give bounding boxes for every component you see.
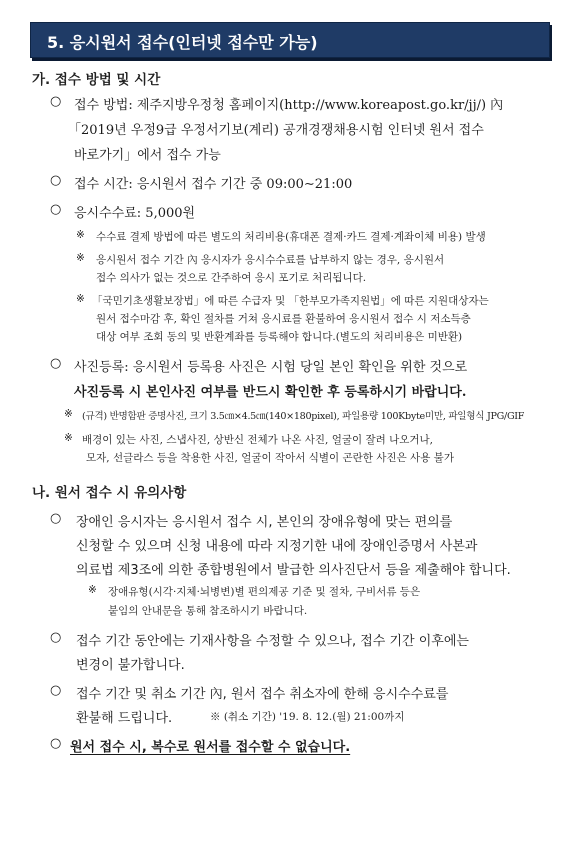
section-title: 5. 응시원서 접수(인터넷 접수만 가능) xyxy=(47,33,318,52)
fee-line: 응시수수료: 5,000원 xyxy=(74,206,196,221)
reference-mark: ※ xyxy=(64,432,73,444)
bullet-circle: ○ xyxy=(50,202,62,217)
modify-line-2: 변경이 불가합니다. xyxy=(76,658,185,673)
bullet-circle: ○ xyxy=(50,511,62,526)
disabled-note-line-2: 붙임의 안내문을 통해 참조하시기 바랍니다. xyxy=(108,605,308,617)
refund-line-2: 환불해 드립니다. xyxy=(76,711,173,726)
modify-line-1: 접수 기간 동안에는 기재사항을 수정할 수 있으나, 접수 기간 이후에는 xyxy=(76,634,469,649)
duplicate-application-notice: 원서 접수 시, 복수로 원서를 접수할 수 없습니다. xyxy=(70,740,351,755)
photo-line-2: 사진등록 시 본인사진 여부를 반드시 확인한 후 등록하시기 바랍니다. xyxy=(74,385,467,400)
disabled-note-line-1: 장애유형(시각·지체·뇌병변)별 편의제공 기준 및 절차, 구비서류 등은 xyxy=(108,586,421,598)
fee-note-2-line-1: 응시원서 접수 기간 內 응시자가 응시수수료를 납부하지 않는 경우, 응시원서 xyxy=(96,254,445,266)
fee-note-1: 수수료 결제 방법에 따른 별도의 처리비용(휴대폰 결제·카드 결제·계좌이체 비용) 발생 xyxy=(96,231,486,243)
photo-line-1: 사진등록: 응시원서 등록용 사진은 시험 당일 본인 확인을 위한 것으로 xyxy=(74,360,468,375)
reference-mark: ※ xyxy=(64,408,73,420)
refund-line-1: 접수 기간 및 취소 기간 內, 원서 접수 취소자에 한해 응시수수료를 xyxy=(76,687,449,702)
bullet-circle: ○ xyxy=(50,356,62,371)
fee-note-3-line-1: 「국민기초생활보장법」에 따른 수급자 및 「한부모가족지원법」에 따른 지원대상자는 xyxy=(92,295,489,307)
disabled-line-3: 의료법 제3조에 의한 종합병원에서 발급한 의사진단서 등을 제출해야 합니다. xyxy=(76,563,511,578)
fee-note-3-line-3: 대상 여부 조회 동의 및 반환계좌를 등록해야 합니다.(별도의 처리비용은 미반환) xyxy=(96,331,463,343)
bullet-circle: ○ xyxy=(50,683,62,698)
disabled-line-2: 신청할 수 있으며 신청 내용에 따라 지정기한 내에 장애인증명서 사본과 xyxy=(76,539,478,554)
subsection-heading-b: 나. 원서 접수 시 유의사항 xyxy=(32,485,187,501)
time-line: 접수 시간: 응시원서 접수 기간 중 09:00∼21:00 xyxy=(74,177,353,192)
method-line-2: 「2019년 우정9급 우정서기보(계리) 공개경쟁채용시험 인터넷 원서 접수 xyxy=(68,123,484,138)
reference-mark: ※ xyxy=(88,584,97,596)
reference-mark: ※ xyxy=(76,252,85,264)
fee-note-3-line-2: 원서 접수마감 후, 확인 절차를 거쳐 응시료를 환불하여 응시원서 접수 시 저소득층 xyxy=(96,313,471,325)
bullet-circle: ○ xyxy=(50,173,62,188)
photo-note-2-line-2: 모자, 선글라스 등을 착용한 사진, 얼굴이 작아서 식별이 곤란한 사진은 사용 불가 xyxy=(86,452,454,464)
refund-cancel-period-note: ※ (취소 기간) '19. 8. 12.(월) 21:00까지 xyxy=(210,711,405,723)
bullet-circle: ○ xyxy=(50,736,62,751)
reference-mark: ※ xyxy=(76,229,85,241)
method-line-1: 접수 방법: 제주지방우정청 홈페이지(http://www.koreapost.go.kr/jj/) 內 xyxy=(74,98,504,113)
method-line-3: 바로가기」에서 접수 가능 xyxy=(74,148,221,163)
bullet-circle: ○ xyxy=(50,630,62,645)
photo-spec-note: (규격) 반명함판 증명사진, 크기 3.5㎝×4.5㎝(140×180pixel), 파일용량 100Kbyte미만, 파일형식 JPG/GIF xyxy=(82,411,525,422)
photo-note-2-line-1: 배경이 있는 사진, 스냅사진, 상반신 전체가 나온 사진, 얼굴이 잘려 나오거나, xyxy=(82,434,434,446)
disabled-line-1: 장애인 응시자는 응시원서 접수 시, 본인의 장애유형에 맞는 편의를 xyxy=(76,515,453,530)
fee-note-2-line-2: 접수 의사가 없는 것으로 간주하여 응시 포기로 처리됩니다. xyxy=(96,272,367,284)
reference-mark: ※ xyxy=(76,293,85,305)
subsection-heading-a: 가. 접수 방법 및 시간 xyxy=(32,72,161,88)
section-title-banner xyxy=(30,22,550,58)
bullet-circle: ○ xyxy=(50,94,62,109)
